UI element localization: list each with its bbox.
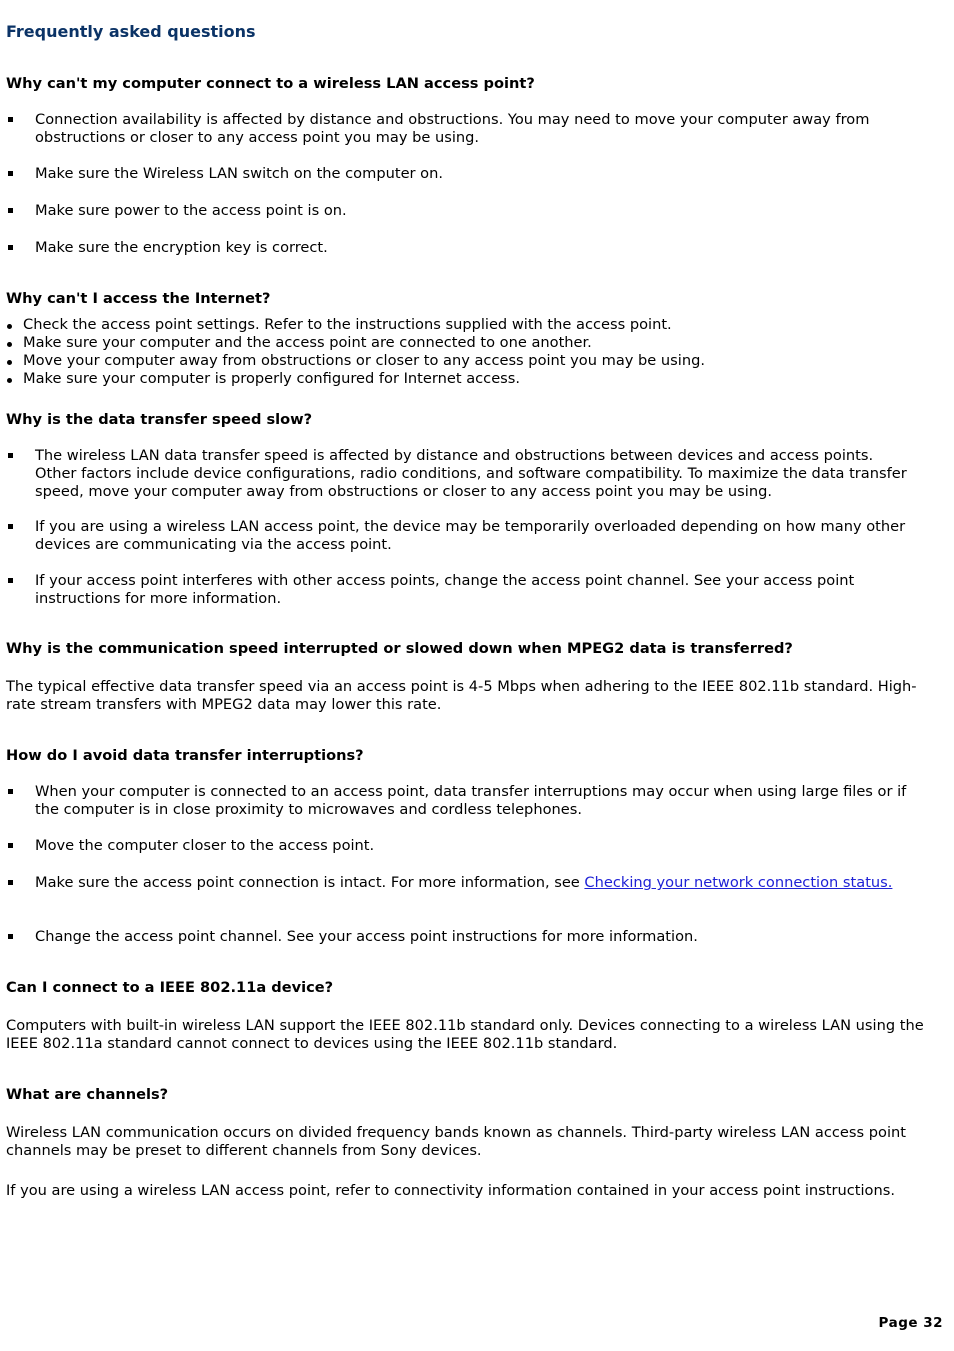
- faq-question-mpeg2: Why is the communication speed interrupted or slowed down when MPEG2 data is transferred?: [6, 640, 793, 657]
- list-item: Move the computer closer to the access point.: [6, 837, 916, 855]
- list-item: Connection availability is affected by distance and obstructions. You may need to move your computer away from obstructions or closer to any access point you may be using.: [6, 111, 916, 147]
- square-bullet-icon: [6, 572, 35, 590]
- paragraph: The typical effective data transfer speed via an access point is 4-5 Mbps when adhering to the IEEE 802.11b standard. High-rate stream transfers with MPEG2 data may lower this rate.: [6, 678, 917, 713]
- list-item: When your computer is connected to an access point, data transfer interruptions may occur when using large files or if the computer is in close proximity to microwaves and cordless telephones.: [6, 783, 916, 819]
- paragraph: If you are using a wireless LAN access point, refer to connectivity information contained in your access point instructions.: [6, 1182, 895, 1199]
- square-bullet-icon: [6, 447, 35, 465]
- faq-question-80211a: Can I connect to a IEEE 802.11a device?: [6, 979, 334, 996]
- faq-question-internet: Why can't I access the Internet?: [6, 290, 271, 307]
- round-bullet-icon: [6, 334, 23, 352]
- network-status-link[interactable]: Checking your network connection status.: [584, 874, 893, 891]
- page-title: Frequently asked questions: [6, 22, 256, 41]
- faq-question-interruptions: How do I avoid data transfer interruptions?: [6, 747, 364, 764]
- list-item: Make sure power to the access point is on.: [6, 202, 916, 220]
- paragraph: Computers with built-in wireless LAN support the IEEE 802.11b standard only. Devices connecting to a wireless LAN using the IEEE 802.11a standard cannot connect to devices using the IEEE 802.11b standard.: [6, 1017, 924, 1052]
- faq-question-connect: Why can't my computer connect to a wireless LAN access point?: [6, 75, 535, 92]
- list-item: Check the access point settings. Refer to the instructions supplied with the access point.: [6, 316, 916, 334]
- faq-question-speed: Why is the data transfer speed slow?: [6, 411, 313, 428]
- square-bullet-icon: [6, 874, 35, 892]
- round-bullet-icon: [6, 370, 23, 388]
- list-item: If you are using a wireless LAN access point, the device may be temporarily overloaded depending on how many other devices are communicating via the access point.: [6, 518, 916, 554]
- list-item: Make sure your computer is properly configured for Internet access.: [6, 370, 916, 388]
- list-item: Change the access point channel. See your access point instructions for more information.: [6, 928, 916, 946]
- list-item: If your access point interferes with other access points, change the access point channel. See your access point instructions for more information.: [6, 572, 916, 608]
- paragraph: Wireless LAN communication occurs on divided frequency bands known as channels. Third-party wireless LAN access point channels may be preset to different channels from Sony devices.: [6, 1124, 906, 1159]
- square-bullet-icon: [6, 202, 35, 220]
- square-bullet-icon: [6, 837, 35, 855]
- square-bullet-icon: [6, 928, 35, 946]
- page-number: Page 32: [878, 1315, 943, 1331]
- faq-question-channels: What are channels?: [6, 1086, 169, 1103]
- round-bullet-icon: [6, 352, 23, 370]
- list-item: Make sure the access point connection is intact. For more information, see Checking your network connection status.: [6, 874, 916, 892]
- list-item: Make sure your computer and the access point are connected to one another.: [6, 334, 916, 352]
- round-bullet-icon: [6, 316, 23, 334]
- square-bullet-icon: [6, 239, 35, 257]
- square-bullet-icon: [6, 783, 35, 801]
- square-bullet-icon: [6, 518, 35, 536]
- list-item: Move your computer away from obstructions or closer to any access point you may be using.: [6, 352, 916, 370]
- list-item: The wireless LAN data transfer speed is affected by distance and obstructions between devices and access points. Other factors include device configurations, radio conditions, and software compatibility. To maximize the data transfer speed, move your computer away from obstructions or closer to any access point you may be using.: [6, 447, 916, 501]
- square-bullet-icon: [6, 165, 35, 183]
- list-item: Make sure the Wireless LAN switch on the computer on.: [6, 165, 916, 183]
- list-item: Make sure the encryption key is correct.: [6, 239, 916, 257]
- square-bullet-icon: [6, 111, 35, 129]
